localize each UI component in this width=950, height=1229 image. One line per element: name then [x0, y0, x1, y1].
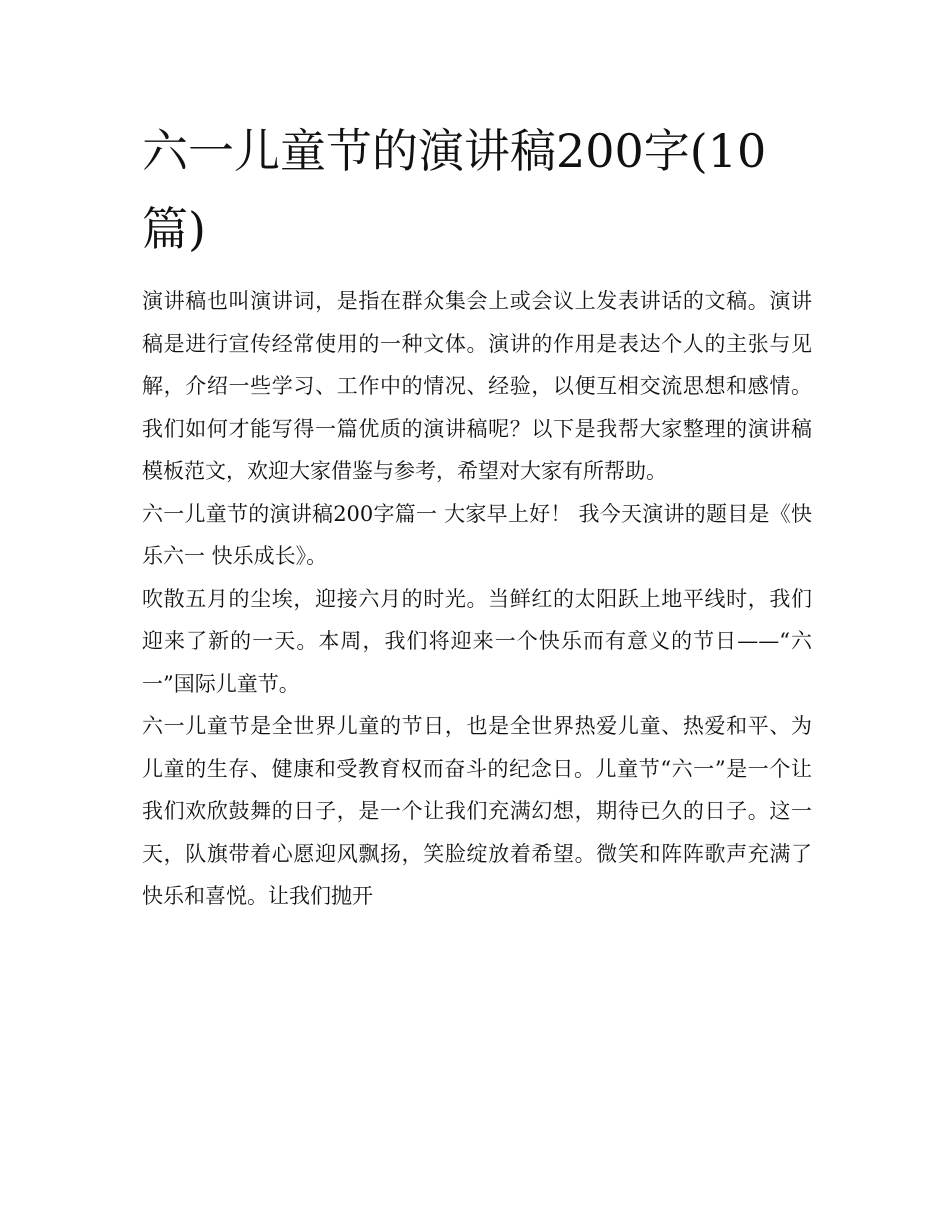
paragraph-intro: 演讲稿也叫演讲词，是指在群众集会上或会议上发表讲话的文稿。演讲稿是进行宣传经常使用的一种文体。演讲的作用是表达个人的主张与见解，介绍一些学习、工作中的情况、经验，以便互相交流思想和感情。我们如何才能写得一篇优质的演讲稿呢？以下是我帮大家整理的演讲稿模板范文，欢迎大家借鉴与参考，希望对大家有所帮助。 — [142, 289, 812, 483]
paragraph-childrens-day: 六一儿童节是全世界儿童的节日，也是全世界热爱儿童、热爱和平、为儿童的生存、健康和受教育权而奋斗的纪念日。儿童节“六一”是一个让我们欢欣鼓舞的日子，是一个让我们充满幻想，期待已久的日子。这一天，队旗带着心愿迎风飘扬，笑脸绽放着希望。微笑和阵阵歌声充满了快乐和喜悦。让我们抛开 — [142, 714, 812, 908]
paragraph-may-june: 吹散五月的尘埃，迎接六月的时光。当鲜红的太阳跃上地平线时，我们迎来了新的一天。本周，我们将迎来一个快乐而有意义的节日——“六一”国际儿童节。 — [142, 586, 812, 696]
paragraph-speech-opening: 六一儿童节的演讲稿200字篇一 大家早上好！ 我今天演讲的题目是《快乐六一 快乐成长》。 — [142, 501, 812, 568]
document-page — [142, 112, 812, 918]
document-title: 六一儿童节的演讲稿200字(10篇) — [142, 124, 767, 256]
